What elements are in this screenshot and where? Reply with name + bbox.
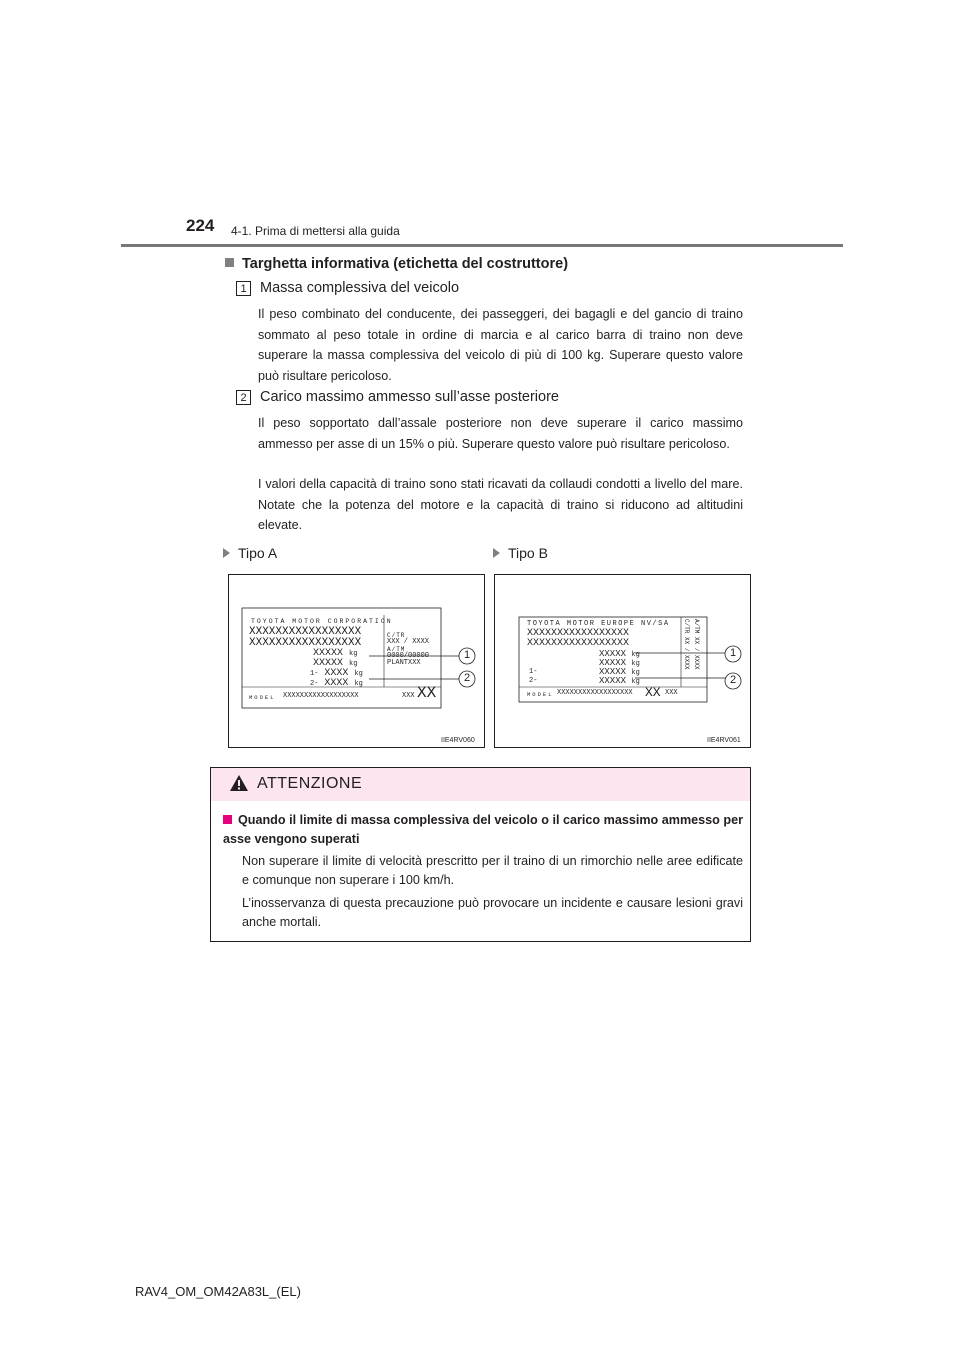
type-a-ctr: C/TR <box>387 632 406 639</box>
type-a-model: MODEL <box>249 694 276 701</box>
type-a-label-text: Tipo A <box>238 545 278 561</box>
type-a-model-value: XXXXXXXXXXXXXXXXXX <box>283 692 359 700</box>
type-b-weight2-value: XXXXX <box>599 658 627 668</box>
type-a-weight4-value: XXXX <box>324 678 349 689</box>
type-a-kg2: kg <box>349 660 358 668</box>
section-heading-text: Targhetta informativa (etichetta del costruttore) <box>242 256 569 272</box>
type-a-weight3-value: XXXX <box>324 668 349 679</box>
item1-number: 1 <box>236 281 251 296</box>
type-a-figure-code: IIE4RV060 <box>441 737 475 744</box>
type-b-axle2: 2- <box>529 677 538 685</box>
warning-triangle-icon <box>229 774 249 792</box>
warning-text2: L’inosservanza di questa precauzione può provocare un incidente e causare lesioni gravi anche mortali. <box>242 896 743 929</box>
type-a-atm-value: 0000/00000 <box>387 652 430 660</box>
type-b-vin2: XXXXXXXXXXXXXXXXX <box>527 638 630 649</box>
type-b-weight4 <box>599 677 640 687</box>
pink-square-bullet-icon <box>223 815 232 824</box>
type-b-figure-code: IIE4RV061 <box>707 737 741 744</box>
type-b-side-text2 <box>693 619 700 669</box>
type-a-kg1: kg <box>349 650 358 658</box>
warning-heading <box>223 811 743 849</box>
type-b-kg1: kg <box>631 651 640 659</box>
type-b-kg4: kg <box>631 678 640 686</box>
type-a-atm: A/TM <box>387 646 406 653</box>
type-b-company: TOYOTA MOTOR EUROPE NV/SA <box>527 620 670 628</box>
type-a-xx: XX <box>417 684 437 702</box>
type-a-kg4: kg <box>354 680 363 688</box>
warning-title: ATTENZIONE <box>257 775 363 792</box>
figure-type-a <box>228 574 485 748</box>
section-heading <box>225 256 568 272</box>
item1-title: Massa complessiva del veicolo <box>260 280 460 296</box>
type-b-side-value1: XX / XXXX <box>683 637 690 670</box>
type-b-weight1-value: XXXXX <box>599 649 627 659</box>
type-b-kg3: kg <box>631 669 640 677</box>
item2-text2: I valori della capacità di traino sono stati ricavati da collaudi condotti a livello del mare. Notate che la potenza del motore e la capacità di traino si riducono ad altitudini elevate. <box>258 477 743 532</box>
type-b-xxx: XXX <box>665 689 678 697</box>
item2-title: Carico massimo ammesso sull’asse posteriore <box>260 389 559 405</box>
type-b-label <box>493 545 548 561</box>
warning-header <box>211 768 750 801</box>
document-code: RAV4_OM_OM42A83L_(EL) <box>135 1284 301 1299</box>
type-a-axle1: 1- <box>310 670 319 678</box>
warning-text1: Non superare il limite di velocità prescritto per il traino di un rimorchio nelle aree edificate e comunque non superare i 100 km/h. <box>242 854 743 887</box>
type-a-plant: PLANTXXX <box>387 659 421 667</box>
page-number: 224 <box>186 216 215 235</box>
section-title: 4-1. Prima di mettersi alla guida <box>231 224 400 238</box>
type-b-side-value2: XX / XXXX <box>693 637 700 670</box>
triangle-bullet-icon <box>493 548 500 558</box>
type-b-weight4-value: XXXXX <box>599 676 627 686</box>
type-b-callout2: 2 <box>729 674 737 686</box>
item1-text: Il peso combinato del conducente, dei passeggeri, dei bagagli e del gancio di traino sommato al peso totale in ordine di marcia e al carico barra di traino non deve superare la massa complessiva del veicolo di più di 100 kg. Superare questo valore può risultare pericoloso. <box>258 307 743 383</box>
type-a-weight4 <box>310 679 363 689</box>
type-a-label <box>223 545 277 561</box>
type-a-ctr-value: XXX / XXXX <box>387 638 430 646</box>
type-b-side-text <box>683 619 690 669</box>
type-b-label-text: Tipo B <box>508 545 548 561</box>
type-b-model: MODEL <box>527 691 554 698</box>
type-b-axle1: 1- <box>529 668 538 676</box>
square-bullet-icon <box>225 258 234 267</box>
type-b-weight3-value: XXXXX <box>599 667 627 677</box>
type-a-kg3: kg <box>354 670 363 678</box>
type-a-callout2: 2 <box>463 672 471 684</box>
warning-box <box>210 767 751 942</box>
type-a-weight2-value: XXXXX <box>313 658 344 669</box>
type-a-vin2: XXXXXXXXXXXXXXXXX <box>249 637 362 649</box>
type-b-side-label2: A/TM <box>693 619 700 634</box>
type-a-company: TOYOTA MOTOR CORPORATION <box>251 618 393 625</box>
figure-type-b <box>494 574 751 748</box>
item2-number: 2 <box>236 390 251 405</box>
type-a-callout1: 1 <box>463 649 471 661</box>
type-a-axle2: 2- <box>310 680 319 688</box>
type-b-model-value: XXXXXXXXXXXXXXXXXX <box>557 689 633 697</box>
type-b-kg2: kg <box>631 660 640 668</box>
item2-text1: Il peso sopportato dall’assale posteriore non deve superare il carico massimo ammesso per asse di un 15% o più. Superare questo valore può risultare pericoloso. <box>258 416 743 451</box>
warning-heading-text: Quando il limite di massa complessiva del veicolo o il carico massimo ammesso per asse vengono superati <box>223 813 743 846</box>
type-a-xxx: XXX <box>402 692 415 700</box>
type-a-vin1: XXXXXXXXXXXXXXXXX <box>249 626 362 638</box>
type-b-xx: XX <box>645 685 661 700</box>
header-rule <box>121 244 843 247</box>
triangle-bullet-icon <box>223 548 230 558</box>
type-b-callout1: 1 <box>729 647 737 659</box>
type-a-weight1-value: XXXXX <box>313 648 344 659</box>
type-b-side-label1: C/TR <box>683 619 690 634</box>
type-b-vin1: XXXXXXXXXXXXXXXXX <box>527 628 630 639</box>
